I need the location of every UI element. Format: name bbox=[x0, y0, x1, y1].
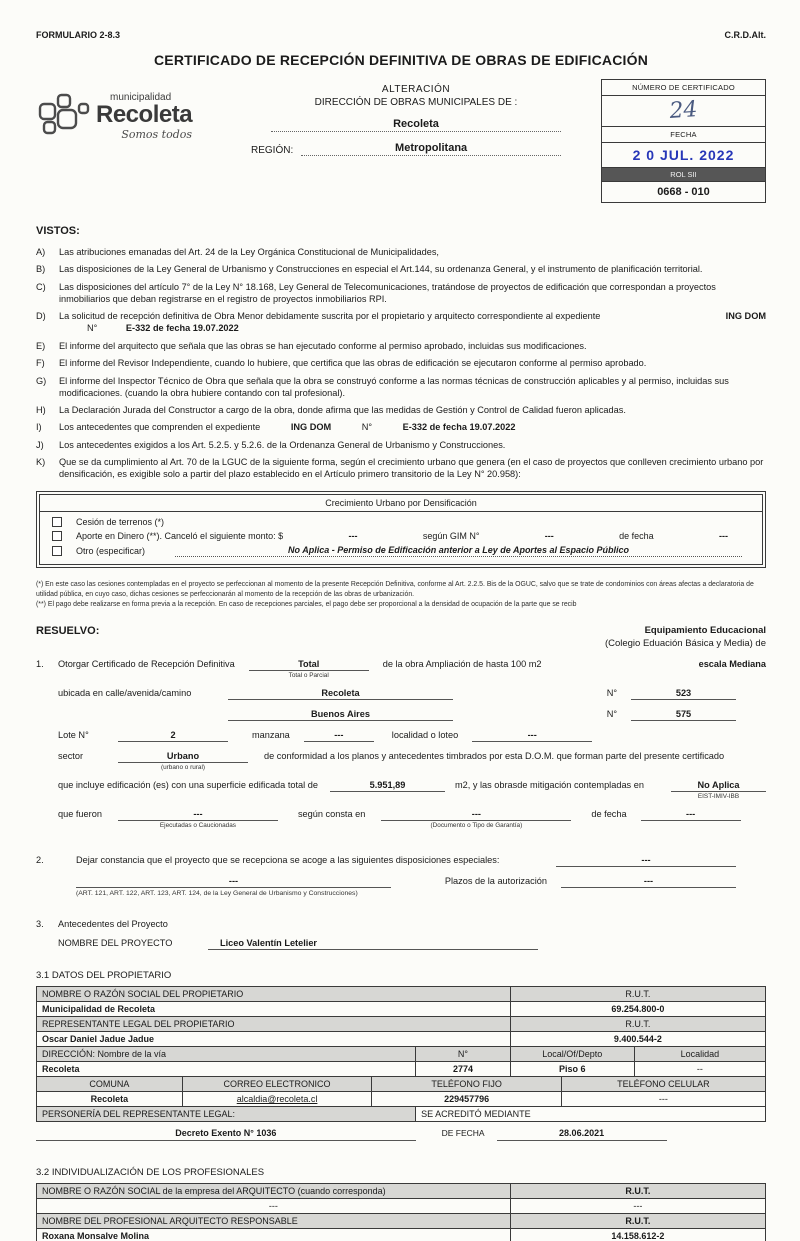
resuelvo-item1-line5 bbox=[36, 751, 766, 771]
equipamiento-line2: (Colegio Eduación Básica y Media) de bbox=[604, 637, 766, 649]
rol-sii-label: ROL SII bbox=[601, 167, 766, 182]
gim-value: --- bbox=[544, 531, 554, 542]
nombre-proyecto-field: Liceo Valentín Letelier bbox=[208, 938, 538, 950]
conformidad-text: de conformidad a los planos y antecedentes timbrados por esta D.O.M. que forman parte del presente certificado bbox=[264, 750, 725, 761]
header-center bbox=[251, 80, 581, 203]
sector-field: Urbano (urbano o rural) bbox=[118, 751, 248, 771]
ubicada-label: ubicada en calle/avenida/camino bbox=[58, 687, 192, 698]
plazos-label: Plazos de la autorización bbox=[444, 875, 547, 886]
visto-text: Las disposiciones de la Ley General de Urbanismo y Construcciones en especial el Art.144, su ordenanza General, y el instrumento de planificación territorial. bbox=[59, 264, 703, 275]
equipamiento-note bbox=[605, 625, 766, 650]
visto-letter: F) bbox=[36, 358, 45, 369]
crecimiento-row-otro bbox=[52, 545, 752, 557]
empresa-rut-header: R.U.T. bbox=[510, 1183, 765, 1198]
mitigacion-label: m2, y las obrasde mitigación contempladas en bbox=[454, 779, 644, 790]
direccion-value: Recoleta bbox=[37, 1061, 416, 1076]
alteracion-label: ALTERACIÓN bbox=[381, 84, 451, 95]
visto-d-ing-dom: ING DOM bbox=[725, 311, 766, 322]
owner-table-direccion bbox=[36, 1046, 766, 1077]
visto-text: Los antecedentes exigidos a los Art. 5.2.5. y 5.2.6. de la Ordenanza General de Urbanismo y Construcciones. bbox=[59, 439, 506, 450]
cert-date-stamp: 2 0 JUL. 2022 bbox=[601, 142, 766, 168]
visto-d-text: La solicitud de recepción definitiva de Obra Menor debidamente suscrita por el propietario y arquitecto correspondiente al expediente bbox=[59, 311, 601, 322]
cert-number-label: NÚMERO DE CERTIFICADO bbox=[601, 79, 766, 96]
footnote-1: (*) En este caso las cesiones contempladas en el proyecto se perfeccionan al momento de la presente Recepción Definitiva, conforme al Art. 2.2.5. Bis de la OGUC, salvo que se trate de condominios con áreas afectas a declaratoria de utilidad pública, en cuyo caso, dichas cesiones se perfeccionarán al momento de la recepción de las obras de urbanización. bbox=[36, 581, 754, 598]
numero1-field: 523 bbox=[631, 688, 736, 700]
visto-item-c bbox=[36, 282, 766, 306]
visto-item-j bbox=[36, 440, 766, 452]
numero1-label: N° bbox=[606, 687, 617, 698]
visto-letter: H) bbox=[36, 405, 46, 416]
total-parcial-field: Total Total o Parcial bbox=[249, 659, 369, 679]
dom-value: Recoleta bbox=[271, 118, 561, 132]
visto-text: Que se da cumplimiento al Art. 70 de la LGUC de la siguiente forma, según el crecimiento urbano que genera (en el caso de proyectos que conlleven crecimiento urbano por densificación, es exigible solo a partir del plazo establecido en el Artículo primero transitorio de la Ley N° 20.958): bbox=[59, 457, 764, 480]
otro-label: Otro (especificar) bbox=[76, 546, 146, 557]
footnote-2: (**) El pago debe realizarse en forma previa a la recepción. En caso de recepciones parciales, el pago debe ser proporcional a la densidad de ocupación de la parte que se recib bbox=[36, 600, 577, 608]
certificate-number-box bbox=[601, 80, 766, 203]
obra-label: de la obra Ampliación de hasta 100 m2 bbox=[382, 658, 542, 669]
visto-i-ing-dom: ING DOM bbox=[290, 422, 332, 433]
doc-code: C.R.D.Alt. bbox=[724, 30, 766, 40]
visto-item-f bbox=[36, 358, 766, 370]
visto-letter: A) bbox=[36, 247, 46, 257]
crecimiento-row-aporte bbox=[52, 531, 752, 541]
superficie-label: que incluye edificación (es) con una superficie edificada total de bbox=[58, 779, 318, 790]
crecimiento-row-cesion bbox=[52, 517, 752, 527]
telefono-fijo-value: 229457796 bbox=[372, 1091, 562, 1106]
visto-item-g bbox=[36, 376, 766, 400]
personeria-value-row bbox=[36, 1128, 766, 1141]
consta-field: --- (Documento o Tipo de Garantía) bbox=[381, 809, 571, 829]
resuelvo-item1-line4 bbox=[36, 730, 766, 742]
manzana-label: manzana bbox=[252, 729, 290, 740]
resuelvo-item1-line6 bbox=[36, 780, 766, 800]
antecedentes-title: Antecedentes del Proyecto bbox=[58, 918, 168, 929]
garantia-fecha-label: de fecha bbox=[591, 808, 627, 819]
visto-i-expediente: E-332 de fecha 19.07.2022 bbox=[402, 422, 516, 433]
owner-nombre-header: NOMBRE O RAZÓN SOCIAL DEL PROPIETARIO bbox=[37, 986, 511, 1001]
cert-fecha-label: FECHA bbox=[601, 126, 766, 143]
disposiciones-field: --- bbox=[556, 855, 736, 867]
crecimiento-header: Crecimiento Urbano por Densificación bbox=[40, 495, 762, 512]
correo-value: alcaldia@recoleta.cl bbox=[182, 1091, 372, 1106]
visto-text: El informe del arquitecto que señala que las obras se han ejecutado conforme al permiso aprobado, incluidas sus modificaciones. bbox=[59, 340, 587, 351]
cert-number-value: 24 bbox=[668, 97, 699, 124]
section-3-1-title: 3.1 DATOS DEL PROPIETARIO bbox=[36, 969, 172, 981]
escala-value: escala Mediana bbox=[698, 658, 766, 669]
visto-letter: K) bbox=[36, 457, 46, 468]
visto-text: Las atribuciones emanadas del Art. 24 de la Ley Orgánica Constitucional de Municipalidades, bbox=[59, 247, 439, 257]
direccion-header: DIRECCIÓN: Nombre de la vía bbox=[37, 1046, 416, 1061]
visto-letter: B) bbox=[36, 264, 46, 275]
visto-letter: J) bbox=[36, 439, 44, 450]
item2-number: 2. bbox=[36, 854, 44, 865]
logo-slogan-text: Somos todos bbox=[121, 127, 193, 141]
telefono-fijo-header: TELÉFONO FIJO bbox=[372, 1076, 562, 1091]
resuelvo-item3-line1 bbox=[36, 919, 766, 929]
rep-rut-header: R.U.T. bbox=[510, 1016, 765, 1031]
direccion-numero-value: 2774 bbox=[416, 1061, 511, 1076]
visto-text: La Declaración Jurada del Constructor a cargo de la obra, donde afirma que las medidas de Gestión y Control de Calidad fueron aplicadas. bbox=[59, 405, 626, 416]
logo-recoleta-text: Recoleta bbox=[96, 100, 193, 128]
comuna-header: COMUNA bbox=[37, 1076, 183, 1091]
arquitecto-rut-header: R.U.T. bbox=[510, 1213, 765, 1228]
visto-item-a bbox=[36, 247, 766, 259]
aporte-fecha-value: --- bbox=[719, 531, 728, 542]
plazos-field: --- bbox=[561, 876, 736, 888]
decreto-fecha-value: 28.06.2021 bbox=[497, 1128, 667, 1141]
numero2-field: 575 bbox=[631, 709, 736, 721]
owner-table-personeria bbox=[36, 1106, 766, 1122]
consta-label: según consta en bbox=[297, 808, 366, 819]
telefono-celular-value: --- bbox=[561, 1091, 765, 1106]
empresa-arquitecto-header: NOMBRE O RAZÓN SOCIAL de la empresa del ARQUITECTO (cuando corresponda) bbox=[37, 1183, 511, 1198]
checkbox-aporte-dinero[interactable] bbox=[52, 531, 62, 541]
section-3-2-title: 3.2 INDIVIDUALIZACIÓN DE LOS PROFESIONALES bbox=[36, 1166, 265, 1178]
visto-item-i bbox=[36, 422, 766, 434]
numero2-label: N° bbox=[606, 708, 617, 719]
aporte-monto-value: --- bbox=[348, 531, 358, 542]
checkbox-otro[interactable] bbox=[52, 546, 62, 556]
localidad-field: --- bbox=[472, 730, 592, 742]
rep-legal-value: Oscar Daniel Jadue Jadue bbox=[37, 1031, 511, 1046]
disposiciones-label: Dejar constancia que el proyecto que se recepciona se acoge a las siguientes disposiciones especiales: bbox=[76, 854, 500, 865]
doc-title: CERTIFICADO DE RECEPCIÓN DEFINITIVA DE OBRAS DE EDIFICACIÓN bbox=[153, 52, 649, 68]
direccion-numero-header: N° bbox=[416, 1046, 511, 1061]
form-number: FORMULARIO 2-8.3 bbox=[36, 30, 121, 40]
local-depto-value: Piso 6 bbox=[510, 1061, 634, 1076]
lote-label: Lote N° bbox=[58, 729, 89, 740]
localidad-header: Localidad bbox=[634, 1046, 765, 1061]
otorgar-label: Otorgar Certificado de Recepción Definitiva bbox=[58, 658, 235, 669]
owner-rut-value: 69.254.800-0 bbox=[510, 1001, 765, 1016]
item3-number: 3. bbox=[36, 918, 44, 929]
professionals-table bbox=[36, 1183, 766, 1241]
garantia-fecha-field: --- bbox=[641, 809, 741, 821]
cesion-label: Cesión de terrenos (*) bbox=[76, 517, 165, 528]
otro-value: No Aplica - Permiso de Edificación anterior a Ley de Aportes al Espacio Público bbox=[175, 545, 742, 557]
decreto-value: Decreto Exento N° 1036 bbox=[36, 1128, 416, 1141]
dom-label: DIRECCIÓN DE OBRAS MUNICIPALES DE : bbox=[314, 97, 518, 108]
header-block bbox=[36, 80, 766, 203]
de-fecha-label: DE FECHA bbox=[441, 1127, 485, 1138]
owner-table-nombre bbox=[36, 986, 766, 1047]
resuelvo-title: RESUELVO: bbox=[36, 625, 100, 638]
checkbox-cesion-terrenos[interactable] bbox=[52, 517, 62, 527]
resuelvo-item1-line1 bbox=[36, 659, 766, 679]
disposiciones-field2: --- bbox=[76, 876, 391, 888]
footnotes bbox=[36, 580, 766, 609]
logo-municipalidad-text: municipalidad bbox=[110, 91, 172, 103]
calle1-field: Recoleta bbox=[228, 688, 453, 700]
resuelvo-item3-line2 bbox=[36, 938, 766, 950]
localidad-label: localidad o loteo bbox=[391, 729, 459, 740]
nombre-proyecto-label: NOMBRE DEL PROYECTO bbox=[58, 937, 173, 948]
sector-label: sector bbox=[58, 750, 84, 761]
region-label: REGIÓN: bbox=[251, 145, 294, 156]
comuna-value: Recoleta bbox=[37, 1091, 183, 1106]
visto-item-d bbox=[36, 311, 766, 335]
owner-table-contacto bbox=[36, 1076, 766, 1107]
rep-rut-value: 9.400.544-2 bbox=[510, 1031, 765, 1046]
resuelvo-item2-line1 bbox=[36, 855, 766, 867]
calle2-field: Buenos Aires bbox=[228, 709, 453, 721]
owner-rut-header: R.U.T. bbox=[510, 986, 765, 1001]
rol-sii-value: 0668 - 010 bbox=[601, 181, 766, 203]
owner-nombre-value: Municipalidad de Recoleta bbox=[37, 1001, 511, 1016]
empresa-arquitecto-value: --- bbox=[37, 1198, 511, 1213]
visto-item-e bbox=[36, 341, 766, 353]
arquitecto-responsable-value: Roxana Monsalve Molina bbox=[37, 1228, 511, 1241]
equipamiento-line1: Equipamiento Educacional bbox=[644, 625, 766, 637]
visto-d-n-label: N° bbox=[87, 323, 98, 334]
visto-letter: E) bbox=[36, 340, 46, 351]
visto-item-k bbox=[36, 457, 766, 481]
recoleta-logo bbox=[36, 80, 251, 203]
visto-text: El informe del Revisor Independiente, cuando lo hubiere, que certifica que las obras de edificación se ejecutaron conforme al permiso aprobado. bbox=[59, 358, 647, 369]
visto-letter: G) bbox=[36, 375, 47, 386]
visto-letter: C) bbox=[36, 281, 46, 292]
rep-legal-header: REPRESENTANTE LEGAL DEL PROPIETARIO bbox=[37, 1016, 511, 1031]
region-value: Metropolitana bbox=[301, 142, 561, 156]
localidad-value: -- bbox=[634, 1061, 765, 1076]
visto-i-n-label: N° bbox=[361, 422, 373, 433]
visto-text bbox=[59, 311, 766, 335]
mitigacion-field: No Aplica EIST-IMIV-IBB bbox=[671, 780, 766, 800]
aporte-fecha-label: de fecha bbox=[619, 531, 654, 542]
aporte-label: Aporte en Dinero (**). Canceló el siguiente monto: $ bbox=[76, 531, 284, 542]
vistos-title: VISTOS: bbox=[36, 225, 80, 237]
gim-label: según GIM N° bbox=[422, 531, 480, 542]
recoleta-logo-icon bbox=[36, 88, 92, 144]
visto-item-b bbox=[36, 264, 766, 276]
resuelvo-item1-line7 bbox=[36, 809, 766, 829]
resuelvo-item2-line2 bbox=[36, 876, 766, 888]
superficie-field: 5.951,89 bbox=[330, 780, 445, 792]
visto-item-h bbox=[36, 405, 766, 417]
visto-letter: D) bbox=[36, 311, 46, 322]
local-depto-header: Local/Of/Depto bbox=[510, 1046, 634, 1061]
visto-letter: I) bbox=[36, 422, 42, 433]
telefono-celular-header: TELÉFONO CELULAR bbox=[561, 1076, 765, 1091]
que-fueron-label: que fueron bbox=[58, 808, 102, 819]
visto-d-expediente: E-332 de fecha 19.07.2022 bbox=[125, 323, 239, 334]
lote-field: 2 bbox=[118, 730, 228, 742]
visto-text: Las disposiciones del artículo 7° de la Ley N° 18.168, Ley General de Telecomunicaciones, tratándose de proyectos de edificación que correspondan a proyectos inmobiliarios que deban registrarse en el registro de proyectos inmobiliarios RPI. bbox=[59, 281, 716, 304]
correo-header: CORREO ELECTRONICO bbox=[182, 1076, 372, 1091]
resuelvo-item1-line2 bbox=[36, 688, 766, 700]
crecimiento-urbano-box bbox=[36, 491, 766, 568]
fueron-field: --- Ejecutadas o Caucionadas bbox=[118, 809, 278, 829]
empresa-rut-value: --- bbox=[510, 1198, 765, 1213]
arquitecto-rut-value: 14.158.612-2 bbox=[510, 1228, 765, 1241]
arquitecto-responsable-header: NOMBRE DEL PROFESIONAL ARQUITECTO RESPONSABLE bbox=[37, 1213, 511, 1228]
resuelvo-item1-line3 bbox=[36, 709, 766, 721]
visto-text: El informe del Inspector Técnico de Obra que señala que la obra se construyó conforme a las normas técnicas de construcción aplicables y al permiso, incluidas sus modificaciones. (cuando la obra hubiere contando con tal profesional). bbox=[59, 375, 729, 398]
articulos-caption: (ART. 121, ART. 122, ART. 123, ART. 124, de la Ley General de Urbanismo y Construcciones) bbox=[76, 889, 358, 897]
acredito-mediante-label: SE ACREDITÓ MEDIANTE bbox=[416, 1106, 766, 1121]
visto-i-text: Los antecedentes que comprenden el expediente bbox=[59, 422, 261, 433]
personeria-header: PERSONERÍA DEL REPRESENTANTE LEGAL: bbox=[37, 1106, 416, 1121]
visto-text bbox=[59, 422, 766, 434]
manzana-field: --- bbox=[304, 730, 374, 742]
item1-number: 1. bbox=[36, 658, 44, 669]
